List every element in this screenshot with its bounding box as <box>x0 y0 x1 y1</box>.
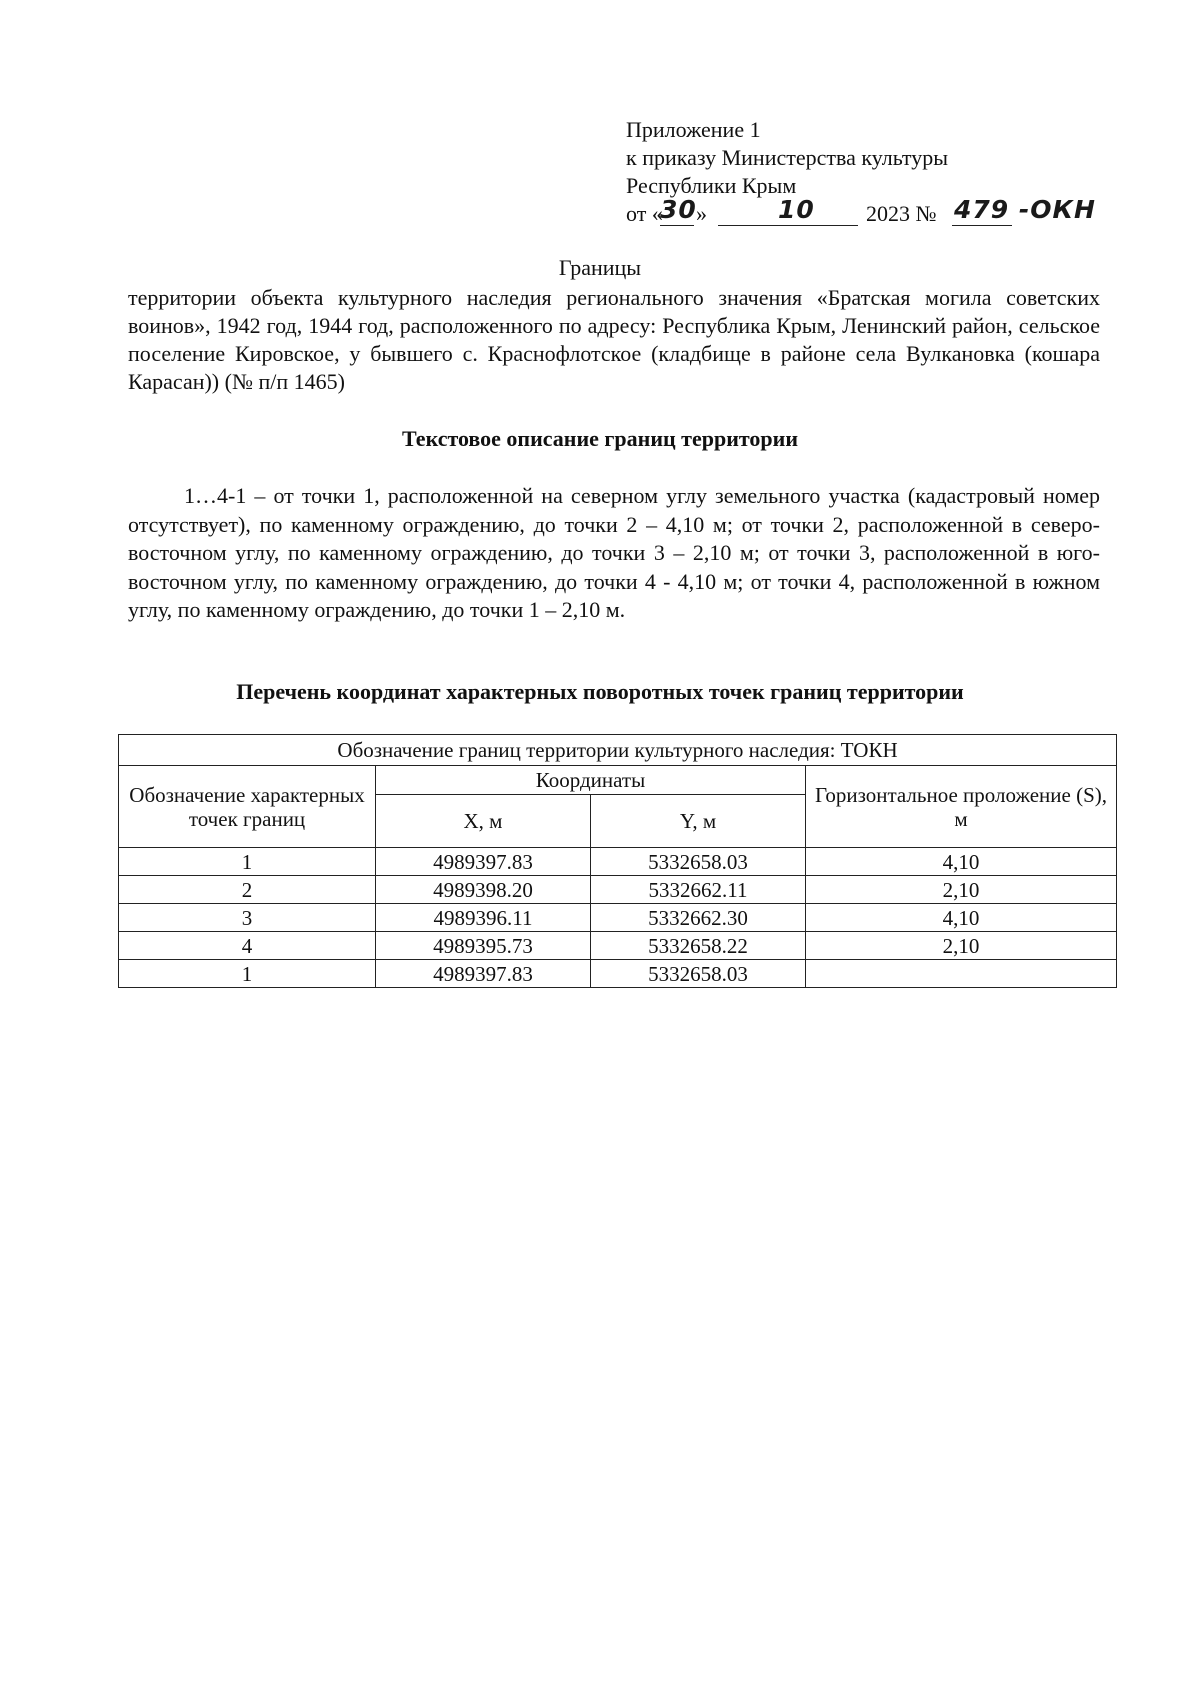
document-subtitle: территории объекта культурного наследия регионального значения «Братская могила советских воинов», 1942 год, 1944 год, расположенного по адресу: Республика Крым, Ленинский район, сельское поселение Кировское, у бывшего с. Краснофлотское (кладбище в районе села Вулкановка (кошара Карасан)) (№ п/п 1465) <box>128 285 1100 394</box>
header-point: Обозначение характерных точек границ <box>119 766 376 848</box>
appendix-line-1: Приложение 1 <box>626 117 761 142</box>
handwritten-month: 10 <box>778 195 815 224</box>
cell-y: 5332662.30 <box>591 904 806 932</box>
cell-y: 5332658.22 <box>591 932 806 960</box>
header-x: X, м <box>376 795 591 848</box>
table-row <box>119 932 1117 960</box>
cell-y: 5332662.11 <box>591 876 806 904</box>
text-description-body: 1…4-1 – от точки 1, расположенной на северном углу земельного участка (кадастровый номер отсутствует), по каменному ограждению, до точки 2 – 4,10 м; от точки 2, расположенной в северо-восточном углу, по каменному ограждению, до точки 3 – 2,10 м; от точки 3, расположенной в юго-восточном углу, по каменному ограждению, до точки 4 - 4,10 м; от точки 4, расположенной в южном углу, по каменному ограждению, до точки 1 – 2,10 м. <box>128 483 1100 623</box>
header-horizontal-distance: Горизонтальное проложение (S), м <box>806 766 1117 848</box>
cell-point: 3 <box>119 904 376 932</box>
month-underline <box>718 225 858 226</box>
handwritten-order-number: 479 -ОКН <box>954 195 1096 224</box>
text-description-heading: Текстовое описание границ территории <box>401 426 799 451</box>
cell-y: 5332658.03 <box>591 960 806 988</box>
cell-x: 4989397.83 <box>376 960 591 988</box>
appendix-line-2: к приказу Министерства культуры <box>626 145 949 170</box>
cell-s <box>806 960 1117 988</box>
appendix-line-3: Республики Крым <box>626 173 797 198</box>
cell-point: 2 <box>119 876 376 904</box>
header-y: Y, м <box>591 795 806 848</box>
cell-s: 2,10 <box>806 876 1117 904</box>
cell-point: 1 <box>119 960 376 988</box>
header-coordinates: Координаты <box>376 766 806 795</box>
coordinates-table <box>118 734 1117 988</box>
handwritten-day: 30 <box>660 195 697 224</box>
day-underline <box>660 225 694 226</box>
table-caption: Обозначение границ территории культурного наследия: ТОКН <box>119 735 1117 766</box>
cell-s: 4,10 <box>806 904 1117 932</box>
order-date-line <box>626 195 1106 230</box>
coords-table-heading: Перечень координат характерных поворотных точек границ территории <box>236 679 964 704</box>
cell-x: 4989396.11 <box>376 904 591 932</box>
table-row <box>119 848 1117 876</box>
cell-x: 4989397.83 <box>376 848 591 876</box>
document-title: Границы <box>558 255 642 280</box>
cell-x: 4989398.20 <box>376 876 591 904</box>
cell-x: 4989395.73 <box>376 932 591 960</box>
table-row <box>119 876 1117 904</box>
cell-y: 5332658.03 <box>591 848 806 876</box>
appendix-block <box>626 116 1106 230</box>
number-underline <box>952 225 1012 226</box>
cell-point: 1 <box>119 848 376 876</box>
cell-point: 4 <box>119 932 376 960</box>
table-row <box>119 960 1117 988</box>
cell-s: 4,10 <box>806 848 1117 876</box>
date-prefix: от « <box>626 201 663 226</box>
date-close-quote: » <box>696 201 707 226</box>
cell-s: 2,10 <box>806 932 1117 960</box>
table-row <box>119 904 1117 932</box>
year-and-number-label: 2023 № <box>866 201 937 226</box>
